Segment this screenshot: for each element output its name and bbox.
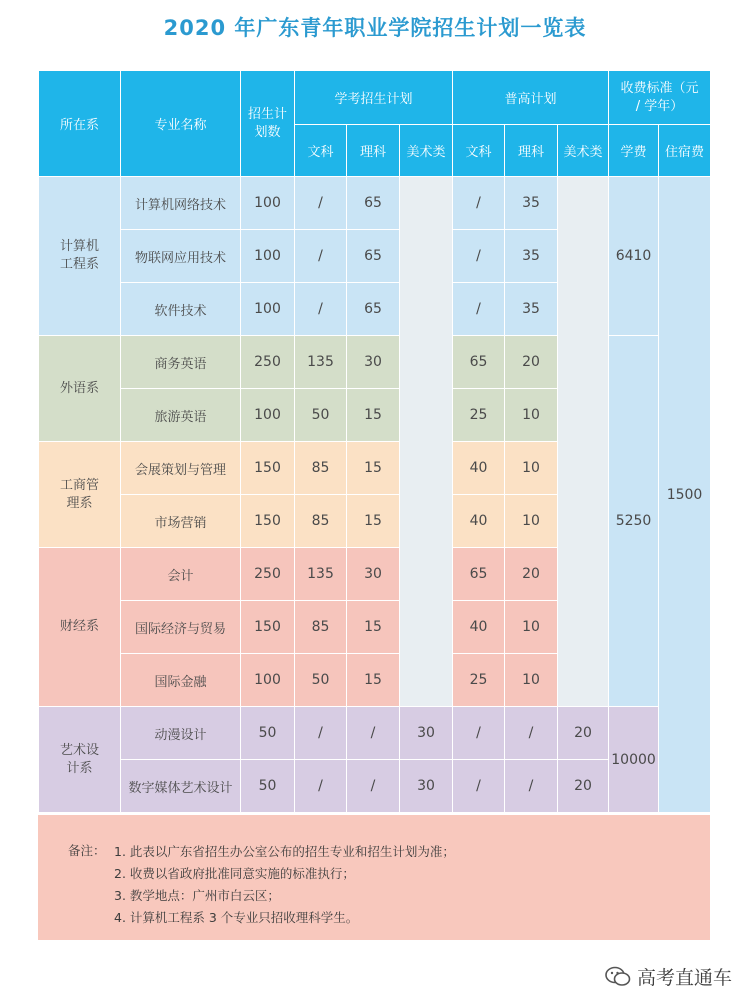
pg-wenke-cell: / (453, 230, 505, 283)
pg-like-cell: 10 (505, 601, 558, 654)
header-pg-like: 理科 (505, 125, 558, 177)
note-item: 2. 收费以省政府批准同意实施的标准执行； (114, 866, 355, 881)
pg-wenke-cell: / (453, 177, 505, 230)
xk-wenke-cell: 85 (295, 601, 347, 654)
xk-like-cell: / (347, 707, 400, 760)
xk-like-cell: 30 (347, 336, 400, 389)
xk-wenke-cell: / (295, 230, 347, 283)
pg-wenke-cell: / (453, 760, 505, 813)
quota-cell: 50 (241, 760, 295, 813)
pg-like-cell: 35 (505, 283, 558, 336)
pg-like-cell: 20 (505, 336, 558, 389)
major-cell: 会计 (121, 548, 241, 601)
pg-wenke-cell: / (453, 707, 505, 760)
xk-wenke-cell: 50 (295, 654, 347, 707)
xk-like-cell: / (347, 760, 400, 813)
tuition-cs-cell: 6410 (609, 177, 659, 336)
xk-wenke-cell: / (295, 177, 347, 230)
xk-wenke-cell: / (295, 760, 347, 813)
xk-meishu-cell: 30 (400, 707, 453, 760)
xk-meishu-empty (400, 177, 453, 707)
major-cell: 物联网应用技术 (121, 230, 241, 283)
xk-like-cell: 15 (347, 654, 400, 707)
header-fee-group: 收费标准（元 / 学年） (609, 71, 711, 125)
watermark (605, 963, 732, 990)
pg-meishu-cell: 20 (558, 760, 609, 813)
pg-wenke-cell: 40 (453, 442, 505, 495)
xk-like-cell: 65 (347, 230, 400, 283)
page-title: 2020 年广东青年职业学院招生计划一览表 (163, 16, 587, 40)
pg-like-cell: 10 (505, 389, 558, 442)
enrollment-plan-table (38, 70, 711, 813)
pg-like-cell: / (505, 707, 558, 760)
notes-box (38, 815, 710, 940)
xk-like-cell: 65 (347, 177, 400, 230)
xk-like-cell: 65 (347, 283, 400, 336)
header-xk-wenke: 文科 (295, 125, 347, 177)
pg-meishu-cell: 20 (558, 707, 609, 760)
dept-cell: 财经系 (39, 548, 121, 707)
dept-cell: 工商管理系 (39, 442, 121, 548)
xk-wenke-cell: 85 (295, 442, 347, 495)
major-cell: 软件技术 (121, 283, 241, 336)
header-xk-group: 学考招生计划 (295, 71, 453, 125)
tuition-art-cell: 10000 (609, 707, 659, 813)
xk-like-cell: 15 (347, 601, 400, 654)
xk-wenke-cell: 135 (295, 548, 347, 601)
xk-meishu-cell: 30 (400, 760, 453, 813)
pg-like-cell: / (505, 760, 558, 813)
note-item: 4. 计算机工程系 3 个专业只招收理科学生。 (114, 910, 359, 925)
pg-like-cell: 10 (505, 442, 558, 495)
pg-wenke-cell: 25 (453, 389, 505, 442)
header-xk-meishu: 美术类 (400, 125, 453, 177)
quota-cell: 250 (241, 336, 295, 389)
major-cell: 市场营销 (121, 495, 241, 548)
major-cell: 商务英语 (121, 336, 241, 389)
header-dept: 所在系 (39, 71, 121, 177)
major-cell: 计算机网络技术 (121, 177, 241, 230)
quota-cell: 250 (241, 548, 295, 601)
pg-wenke-cell: 65 (453, 548, 505, 601)
xk-wenke-cell: 85 (295, 495, 347, 548)
pg-meishu-empty (558, 177, 609, 707)
major-cell: 动漫设计 (121, 707, 241, 760)
quota-cell: 50 (241, 707, 295, 760)
header-xk-like: 理科 (347, 125, 400, 177)
major-cell: 国际金融 (121, 654, 241, 707)
quota-cell: 100 (241, 230, 295, 283)
header-pg-meishu: 美术类 (558, 125, 609, 177)
quota-cell: 100 (241, 389, 295, 442)
tuition-mid-cell: 5250 (609, 336, 659, 707)
major-cell: 数字媒体艺术设计 (121, 760, 241, 813)
xk-like-cell: 15 (347, 495, 400, 548)
pg-wenke-cell: 65 (453, 336, 505, 389)
quota-cell: 150 (241, 442, 295, 495)
pg-wenke-cell: 25 (453, 654, 505, 707)
xk-wenke-cell: 50 (295, 389, 347, 442)
header-quota: 招生计划数 (241, 71, 295, 177)
quota-cell: 100 (241, 283, 295, 336)
pg-wenke-cell: / (453, 283, 505, 336)
pg-wenke-cell: 40 (453, 495, 505, 548)
header-pg-wenke: 文科 (453, 125, 505, 177)
pg-like-cell: 10 (505, 495, 558, 548)
note-item: 1. 此表以广东省招生办公室公布的招生专业和招生计划为准； (114, 844, 455, 859)
watermark-text: 高考直通车 (636, 967, 732, 989)
header-pg-group: 普高计划 (453, 71, 609, 125)
pg-like-cell: 10 (505, 654, 558, 707)
xk-wenke-cell: 135 (295, 336, 347, 389)
xk-wenke-cell: / (295, 283, 347, 336)
major-cell: 会展策划与管理 (121, 442, 241, 495)
quota-cell: 100 (241, 177, 295, 230)
pg-like-cell: 35 (505, 230, 558, 283)
quota-cell: 100 (241, 654, 295, 707)
xk-wenke-cell: / (295, 707, 347, 760)
notes-list (114, 841, 455, 929)
dept-cell: 计算机工程系 (39, 177, 121, 336)
xk-like-cell: 15 (347, 442, 400, 495)
quota-cell: 150 (241, 495, 295, 548)
wechat-icon (605, 966, 631, 988)
xk-like-cell: 30 (347, 548, 400, 601)
note-item: 3. 教学地点：广州市白云区； (114, 888, 280, 903)
header-major: 专业名称 (121, 71, 241, 177)
major-cell: 旅游英语 (121, 389, 241, 442)
pg-like-cell: 20 (505, 548, 558, 601)
header-tuition: 学费 (609, 125, 659, 177)
pg-like-cell: 35 (505, 177, 558, 230)
xk-like-cell: 15 (347, 389, 400, 442)
quota-cell: 150 (241, 601, 295, 654)
header-dorm: 住宿费 (659, 125, 711, 177)
major-cell: 国际经济与贸易 (121, 601, 241, 654)
dept-cell: 外语系 (39, 336, 121, 442)
pg-wenke-cell: 40 (453, 601, 505, 654)
dorm-fee-cell: 1500 (659, 177, 711, 813)
dept-cell: 艺术设计系 (39, 707, 121, 813)
notes-label: 备注： (68, 843, 106, 858)
